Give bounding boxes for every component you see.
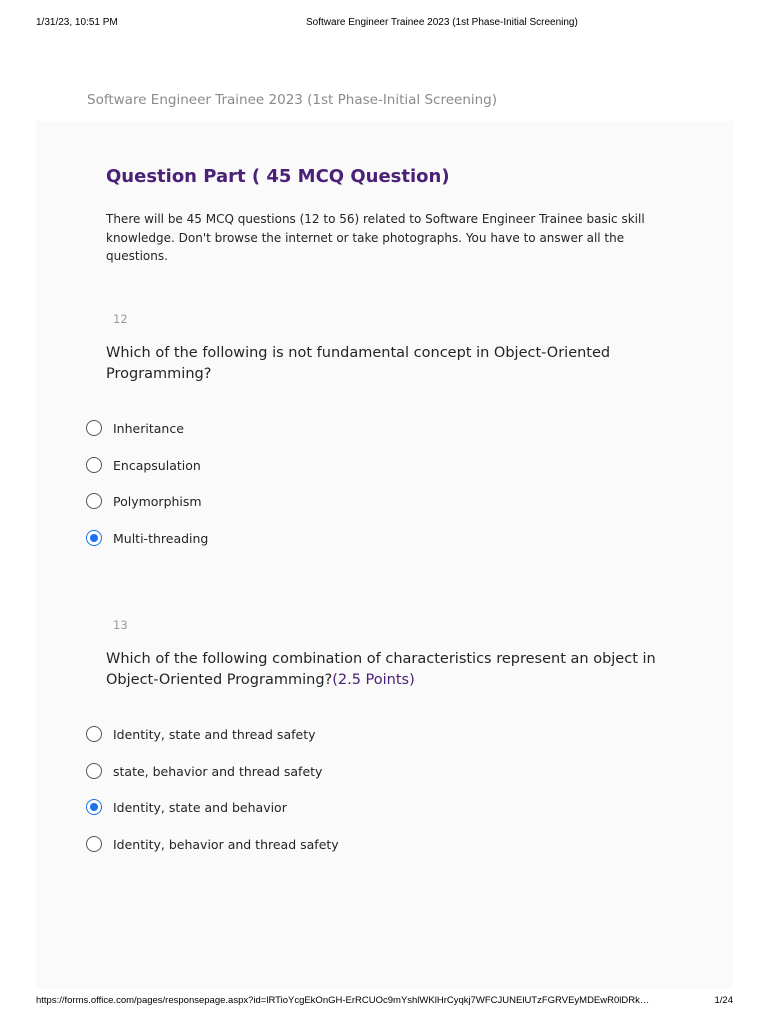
- print-url: https://forms.office.com/pages/responsepage.aspx?id=lRTioYcgEkOnGH-ErRCUOc9mYshlWKlHrCyqkj7WFCJUNElUTzFGRVEyMDEwR0lDRk…: [36, 995, 650, 1006]
- question-text-body: Which of the following is not fundamental concept in Object-Oriented Programming?: [106, 345, 611, 382]
- form-title: Software Engineer Trainee 2023 (1st Phase-Initial Screening): [87, 92, 498, 108]
- radio-button-selected[interactable]: [86, 799, 102, 815]
- print-doc-title: Software Engineer Trainee 2023 (1st Phase-Initial Screening): [306, 17, 578, 28]
- section-title: Question Part ( 45 MCQ Question): [106, 166, 450, 187]
- radio-button-selected[interactable]: [86, 530, 102, 546]
- section-description: There will be 45 MCQ questions (12 to 56) related to Software Engineer Trainee basic skill knowledge. Don't browse the internet or take photographs. You have to answer all the questions.: [106, 212, 645, 263]
- radio-button[interactable]: [86, 457, 102, 473]
- print-header: [0, 17, 768, 31]
- radio-button[interactable]: [86, 763, 102, 779]
- page-number: 1/24: [714, 995, 733, 1006]
- radio-button[interactable]: [86, 836, 102, 852]
- radio-option-identity-behavior-thread-safety[interactable]: [86, 833, 339, 855]
- option-label: Multi-threading: [113, 530, 209, 546]
- print-footer: [0, 995, 768, 1009]
- question-number: 12: [113, 312, 128, 326]
- question-text: [106, 649, 686, 690]
- option-label: Identity, behavior and thread safety: [113, 836, 339, 852]
- radio-option-polymorphism[interactable]: [86, 490, 202, 512]
- radio-option-multi-threading[interactable]: [86, 527, 208, 549]
- radio-option-identity-state-behavior[interactable]: [86, 796, 287, 818]
- option-label: Identity, state and behavior: [113, 799, 287, 815]
- question-points: (2.5 Points): [332, 671, 415, 688]
- radio-option-inheritance[interactable]: [86, 417, 184, 439]
- option-label: Encapsulation: [113, 457, 201, 473]
- option-label: Polymorphism: [113, 493, 202, 509]
- option-label: Identity, state and thread safety: [113, 726, 316, 742]
- radio-option-identity-state-thread-safety[interactable]: [86, 723, 316, 745]
- option-label: state, behavior and thread safety: [113, 763, 323, 779]
- radio-button[interactable]: [86, 726, 102, 742]
- radio-button[interactable]: [86, 420, 102, 436]
- question-text-body: Which of the following combination of characteristics represent an object in Object-Oriented Programming?: [106, 651, 656, 688]
- print-datetime: 1/31/23, 10:51 PM: [36, 17, 118, 28]
- option-label: Inheritance: [113, 420, 184, 436]
- radio-button[interactable]: [86, 493, 102, 509]
- question-text: [106, 343, 686, 384]
- question-number: 13: [113, 618, 128, 632]
- radio-option-encapsulation[interactable]: [86, 454, 201, 476]
- radio-option-state-behavior-thread-safety[interactable]: [86, 760, 322, 782]
